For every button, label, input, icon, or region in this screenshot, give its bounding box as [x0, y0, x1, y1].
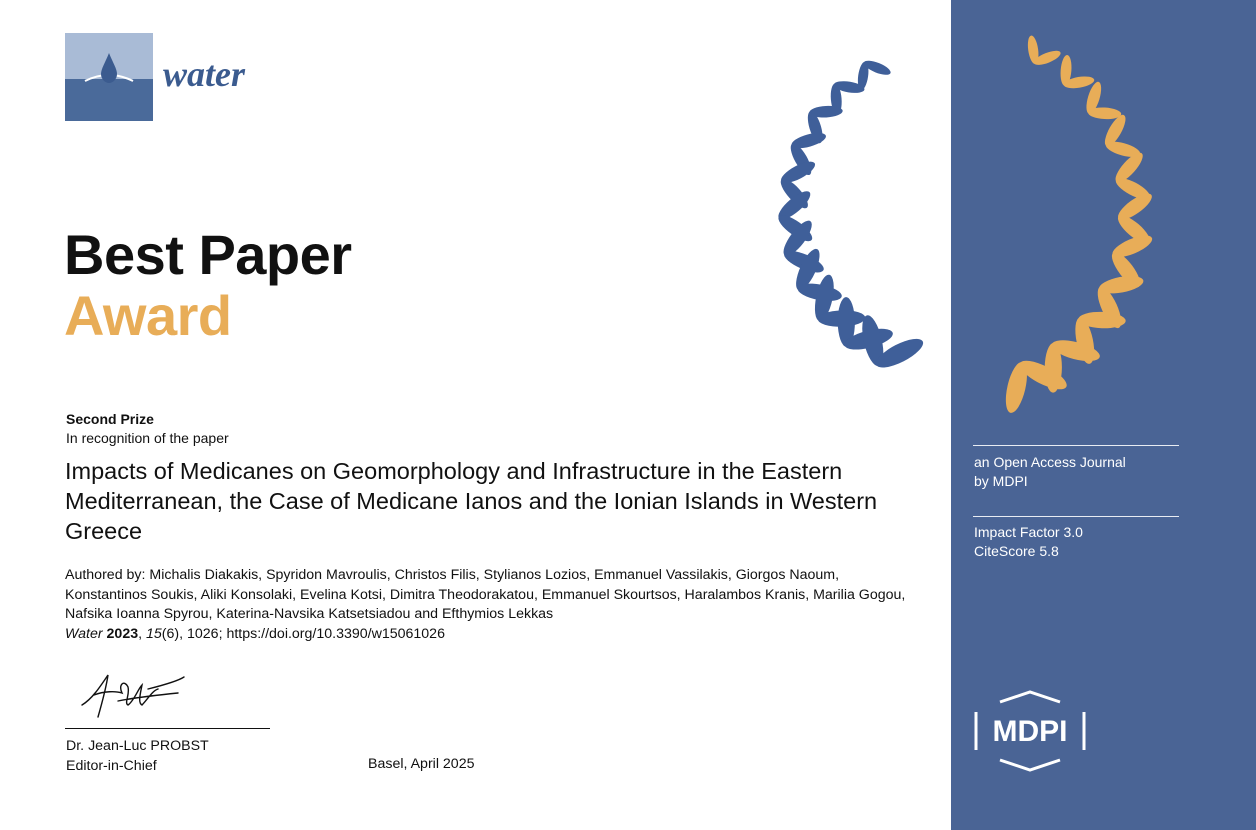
- paper-title: Impacts of Medicanes on Geomorphology and Infrastructure in the Eastern Mediterranean, the Case of Medicane Ianos and the Ionian Islands in Western Greece: [65, 458, 878, 544]
- mdpi-logo-text: MDPI: [992, 715, 1068, 748]
- editor-role: Editor-in-Chief: [66, 757, 157, 774]
- signature-line: [65, 728, 270, 729]
- open-access-text: [974, 453, 1126, 491]
- mdpi-logo: [970, 690, 1090, 772]
- citation-year: 2023: [106, 625, 139, 642]
- recognition-label: In recognition of the paper: [66, 430, 229, 446]
- panel-divider-top: [973, 445, 1179, 446]
- journal-logo-text: water: [163, 54, 246, 94]
- impact-factor: Impact Factor 3.0: [974, 524, 1083, 540]
- editor-block: [66, 737, 209, 776]
- water-drop-icon: [65, 33, 153, 121]
- prize-label: Second Prize: [66, 411, 154, 427]
- journal-logo: [65, 33, 325, 121]
- place-date: Basel, April 2025: [368, 756, 475, 772]
- laurel-wreath-icon: [740, 20, 1160, 450]
- citation-journal: Water: [65, 625, 103, 642]
- citation-issue: (6): [161, 625, 180, 642]
- signature: [78, 665, 188, 723]
- metrics-text: [974, 523, 1083, 561]
- award-subtitle: Award: [64, 284, 232, 347]
- open-access-line1: an Open Access Journal: [974, 454, 1126, 470]
- open-access-line2: by MDPI: [974, 473, 1028, 489]
- citation: Water 2023, 15(6), 1026; https://doi.org/10.3390/w15061026: [65, 625, 445, 642]
- authors-list: Authored by: Michalis Diakakis, Spyridon Mavroulis, Christos Filis, Stylianos Lozios, Emmanuel Vassilakis, Giorgos Naoum, Konstantinos Soukis, Aliki Konsolaki, Evelina Kotsi, Dimitra Theodorakatou, Emmanuel Skourtsos, Haralambos Kranis, Marilia Gogou, Nafsika Ioanna Spyrou, Katerina-Navsika Katsetsiadou and Efthymios Lekkas: [65, 567, 906, 622]
- citescore: CiteScore 5.8: [974, 543, 1059, 559]
- editor-name: Dr. Jean-Luc PROBST: [66, 738, 209, 754]
- award-title: Best Paper: [64, 223, 352, 286]
- citation-volume: 15: [146, 625, 162, 642]
- panel-divider-bottom: [973, 516, 1179, 517]
- citation-rest: , 1026; https://doi.org/10.3390/w15061026: [179, 625, 445, 642]
- authors-block: [65, 566, 915, 644]
